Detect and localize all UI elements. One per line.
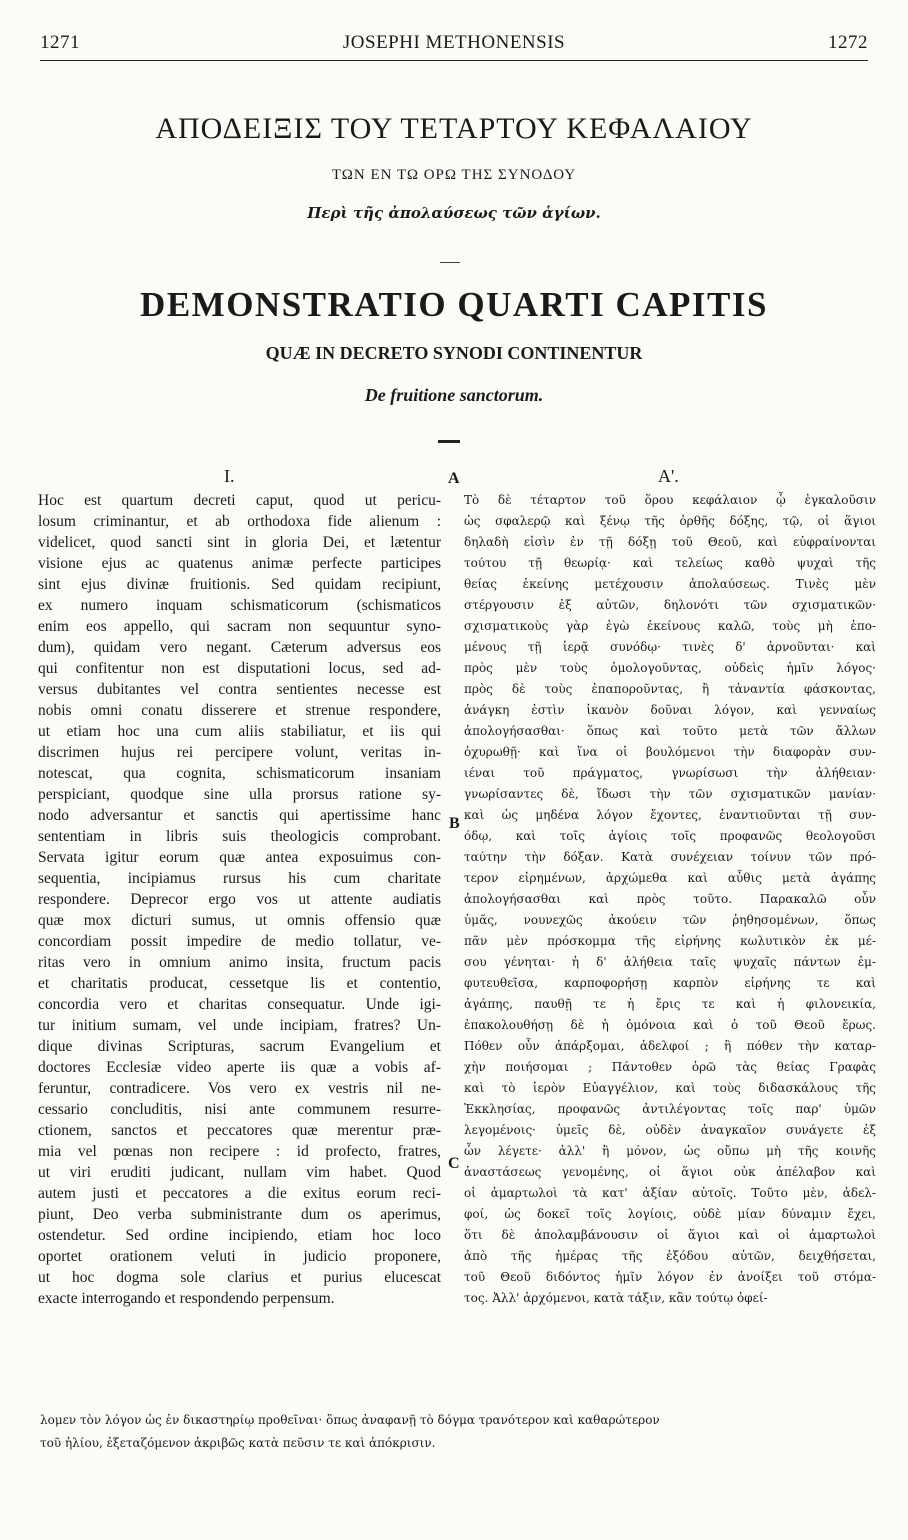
text-line: ἀπολογήσασθαι· ὅπως καὶ τοῦτο μετὰ τῶν ἄλλων (464, 724, 876, 738)
text-line: piunt, Deo verba subministrante dum os aperimus, (38, 1206, 441, 1223)
latin-topic: De fruitione sanctorum. (364, 385, 544, 405)
text-line: ostendetur. Sed ordine incipiendo, etiam hoc loco (38, 1227, 441, 1244)
text-line: discrimen hujus rei percipere volunt, veritas in- (38, 744, 441, 761)
greek-continuation-line: λομεν τὸν λόγον ὡς ἐν δικαστηρίῳ προθεῖναι· ὅπως ἀναφανῇ τὸ δόγμα τρανότερον καὶ καθαρώτερον (40, 1413, 660, 1427)
text-line: perspiciant, quodque sine ulla prorsus ratione sy- (38, 786, 441, 803)
text-line: ἐπακολουθήσῃ δὲ ἡ ὁμόνοια καὶ ὁ τοῦ Θεοῦ ἔρως. (464, 1018, 876, 1032)
text-line: δηλαδὴ εἰσὶν ἐν τῇ δόξῃ τοῦ Θεοῦ, καὶ εὐφραίνονται (464, 535, 876, 549)
text-line: γνωρίσαντες δὲ, ἴδωσι τὴν τῶν σχισματικῶν μανίαν· (464, 787, 876, 801)
text-line: τοῦ Θεοῦ διδόντος ἡμῖν λόγον ἐν ἀνοίξει τοῦ στόμα- (464, 1270, 876, 1284)
text-line: feruntur, contradicere. Vos vero ex vestris nil ne- (38, 1080, 441, 1097)
margin-marker-b: B (449, 815, 460, 832)
greek-continuation-line: τοῦ ἡλίου, ἐξεταζόμενον ἀκριβῶς κατὰ πεῦσιν τε καὶ ἀπόκρισιν. (40, 1436, 436, 1450)
text-line: τερον εἰρημένων, ἀρχώμεθα καὶ αὖθις μετὰ ἀγάπης (464, 871, 876, 885)
text-line: sententiam in libris suis theologicis comprobant. (38, 828, 441, 845)
divider-rule (440, 262, 460, 263)
text-line: ἀναστάσεως γενομένης, οἱ ἅγιοι οὐκ ἀπέλαβον καὶ (464, 1165, 876, 1179)
text-line: oportet orationem veluti in judicio proponere, (38, 1248, 441, 1265)
text-line: concordiam possit impedire de medio tollatur, ve- (38, 933, 441, 950)
text-line: exacte interrogando et respondendo perpensum. (38, 1290, 335, 1307)
text-line: ut hoc dogma sole clarius et purius elucescat (38, 1269, 441, 1286)
text-line: ἀνάγκη ἐστὶν ἱκανὸν δοῦναι λόγον, καὶ γενναίως (464, 703, 876, 717)
text-line: et charitatis producat, cessetque lis et contentio, (38, 975, 441, 992)
text-line: τούτου τῇ θεωρίᾳ· καὶ τελείως καθὸ ψυχαὶ τῆς (464, 556, 876, 570)
text-line: tur initium sumam, vel unde incipiam, fratres? Un- (38, 1017, 441, 1034)
text-line: notescat, qua cognita, schismaticorum insaniam (38, 765, 441, 782)
text-line: Ἐκκλησίας, προφανῶς ἀντιλέγοντας τοῖς παρ' ὑμῶν (464, 1102, 876, 1116)
latin-subtitle: QUÆ IN DECRETO SYNODI CONTINENTUR (265, 343, 643, 363)
text-line: cessario concluditis, nisi ante communem resurre- (38, 1101, 441, 1118)
text-line: πᾶν μὲν πρόσκομμα τῆς εἰρήνης κωλυτικὸν ἐκ μέ- (464, 934, 876, 948)
text-line: ὡς σφαλερῷ καὶ ξένῳ τῆς ὀρθῆς δόξης, τῷ, οἱ ἅγιοι (464, 514, 876, 528)
page-number-right: 1272 (828, 32, 868, 53)
margin-marker-a: A (448, 470, 460, 487)
greek-title: ΑΠΟΔΕΙΞΙΣ ΤΟΥ ΤΕΤΑΡΤΟΥ ΚΕΦΑΛΑΙΟΥ (155, 112, 753, 145)
text-line: quæ mox dicturi sumus, ut omnis offensio quæ (38, 912, 441, 929)
text-line: mia vel pœnas non recipere : id profecto, fratres, (38, 1143, 441, 1160)
text-line: nobis omni conatu disserere et strenue respondere, (38, 702, 441, 719)
text-line: όδῳ, καὶ τοῖς ἁγίοις τοῖς προφανῶς θεολογοῦσι (464, 829, 876, 843)
running-header (40, 30, 868, 61)
greek-subtitle: ΤΩΝ ΕΝ ΤΩ ΟΡΩ ΤΗΣ ΣΥΝΟΔΟΥ (331, 167, 577, 183)
text-line: ὅτι δὲ ἀπολαμβάνουσιν οἱ ἅγιοι καὶ οἱ ἁμαρτωλοὶ (464, 1228, 876, 1242)
greek-topic: Περὶ τῆς ἀπολαύσεως τῶν ἁγίων. (307, 204, 601, 222)
margin-marker-c: C (448, 1155, 460, 1172)
text-line: dique divinas Scripturas, sacrum Evangelium et (38, 1038, 441, 1055)
text-line: autem justi et peccatores a die exitus eorum reci- (38, 1185, 441, 1202)
text-line: nodo adversantur et sanctis qui apertissime hanc (38, 807, 441, 824)
text-line: ιέναι τοῦ πράγματος, γνωρίσωσι τὴν ἀλήθειαν· (464, 766, 876, 780)
text-line: doctores Ecclesiæ video aperte iis quæ a vobis af- (38, 1059, 441, 1076)
running-title: JOSEPHI METHONENSIS (342, 32, 566, 53)
text-line: sequentia, incipiamus rursus his cum charitate (38, 870, 441, 887)
text-line: concordia vero et charitas consequatur. Unde igi- (38, 996, 441, 1013)
text-line: Hoc est quartum decreti caput, quod ut pericu- (38, 492, 441, 509)
text-line: ex numero inquam schismaticorum (schismaticos (38, 597, 441, 614)
text-line: videlicet, quod sancti sint in gloria Dei, et lætentur (38, 534, 441, 551)
text-line: ut etiam hoc una cum aliis stabiliatur, et iis qui (38, 723, 441, 740)
text-line: ὀχυρωθῇ· καὶ ἵνα οἱ βουλόμενοι τὴν διαφορὰν συν- (464, 745, 876, 759)
text-line: λεγομένοις· ὑμεῖς δὲ, οὐδὲν ἀναγκαῖον συνάγετε ἐξ (464, 1123, 876, 1137)
text-line: ἀγάπης, παυθῇ τε ἡ ἔρις τε καὶ ἡ φιλονεικία, (464, 997, 876, 1011)
text-line: στέργουσιν ἐξ αὐτῶν, δηλονότι τῶν σχισματικῶν· (464, 598, 876, 612)
text-line: πρὸς μὲν τοὺς ὁμολογοῦντας, οὐδεὶς ἡμῖν λόγος· (464, 661, 876, 675)
text-line: καὶ τὸ ἱερὸν Εὐαγγέλιον, καὶ τοὺς διδασκάλους τῆς (464, 1081, 876, 1095)
text-line: πρὸς δὲ τοὺς ἐπαπορoῦντας, ἢ τἀναντία φάσκοντας, (464, 682, 876, 696)
latin-section-number: I. (224, 466, 235, 486)
greek-section-number: Α'. (658, 466, 679, 486)
text-line: χὴν ποιήσομαι ; Πάντοθεν ὁρῶ τὰς θείας Γραφὰς (464, 1060, 876, 1074)
text-line: ὧν λέγετε· ἀλλ' ἢ μόνον, ὡς οὔπω μὴ τῆς κοινῆς (464, 1144, 876, 1158)
divider-rule-bold (438, 440, 460, 443)
text-line: ταύτην τὴν δόξαν. Κατὰ συνέχειαν τοίνυν τῶν πρό- (464, 850, 876, 864)
text-line: Πόθεν οὖν ἀπάρξομαι, ἀδελφοί ; ἢ πόθεν τὴν καταρ- (464, 1039, 876, 1053)
text-line: losum criminantur, et ab orthodoxa fide alienum : (38, 513, 441, 530)
latin-title: DEMONSTRATIO QUARTI CAPITIS (140, 285, 768, 324)
text-line: φυτευθεῖσα, καρποφορήσῃ καρπὸν εἰρήνης τε καὶ (464, 976, 876, 990)
text-line: ut viri eruditi judicant, nullam vim habet. Quod (38, 1164, 441, 1181)
text-line: visione ejus ac quatenus animæ perfecte participes (38, 555, 441, 572)
text-line: enim eos appello, qui sacram non sequuntur syno- (38, 618, 441, 635)
text-line: θείας ἐκείνης μετέχουσιν ἀπολαύσεως. Τινὲς μὲν (464, 577, 876, 591)
text-line: ritas vero in omnium animo insita, fructum pacis (38, 954, 441, 971)
text-line: οἱ ἁμαρτωλοὶ τὰ κατ' ἀξίαν αὐτοῖς. Τοῦτο μὲν, ἀδελ- (464, 1186, 876, 1200)
text-line: σχισματικοὺς γὰρ ἐγὼ ἐκείνους καλῶ, τοὺς μὴ ἑπο- (464, 619, 876, 633)
text-line: καὶ ὡς μηδένα λόγον ἔχοντες, ἐναντιοῦνται τῇ συν- (464, 808, 876, 822)
text-line: Servata igitur eorum quæ antea exposuimus con- (38, 849, 441, 866)
text-line: ἀπὸ τῆς ἡμέρας τῆς ἐξόδου αὐτῶν, δειχθήσεται, (464, 1249, 876, 1263)
text-line: ἀπολογήσασθαι καὶ πρὸς τοῦτο. Παρακαλῶ οὖν (464, 892, 876, 906)
text-line: qui confitentur non est disputationi locus, sed ad- (38, 660, 441, 677)
text-line: respondere. Deprecor ergo vos ut attente audiatis (38, 891, 441, 908)
text-line: μένους τῇ ἱερᾷ συνόδῳ· τινὲς δ' ἀρνοῦνται· καὶ (464, 640, 876, 654)
page-number-left: 1271 (40, 32, 80, 53)
text-line: Τὸ δὲ τέταρτον τοῦ ὅρου κεφάλαιον ᾧ ἐγκαλοῦσιν (464, 493, 876, 507)
text-line: ctionem, sanctos et peccatores quæ merentur præ- (38, 1122, 441, 1139)
text-line: versus dubitantes vel contra sentientes necesse est (38, 681, 441, 698)
text-line: τος. Ἀλλ' ἀρχόμενοι, κατὰ τάξιν, κἂν τούτῳ ὀφεί- (464, 1291, 768, 1305)
text-line: dum), quidam vero negant. Cæterum adversus eos (38, 639, 441, 656)
greek-text-column (464, 490, 876, 1309)
text-line: ὑμᾶς, νουνεχῶς ἀκούειν τῶν ῥηθησομένων, ὅπως (464, 913, 876, 927)
text-line: σου γένηται· ἡ δ' ἀλήθεια ταῖς ψυχαῖς πάντων ἐμ- (464, 955, 876, 969)
text-line: sint ejus divinæ fruitionis. Sed quidam recipiunt, (38, 576, 441, 593)
text-line: φοί, ὡς δοκεῖ τοῖς λογίοις, οὐδὲ μίαν δύναμιν ἔχει, (464, 1207, 876, 1221)
latin-text-column (38, 490, 441, 1309)
